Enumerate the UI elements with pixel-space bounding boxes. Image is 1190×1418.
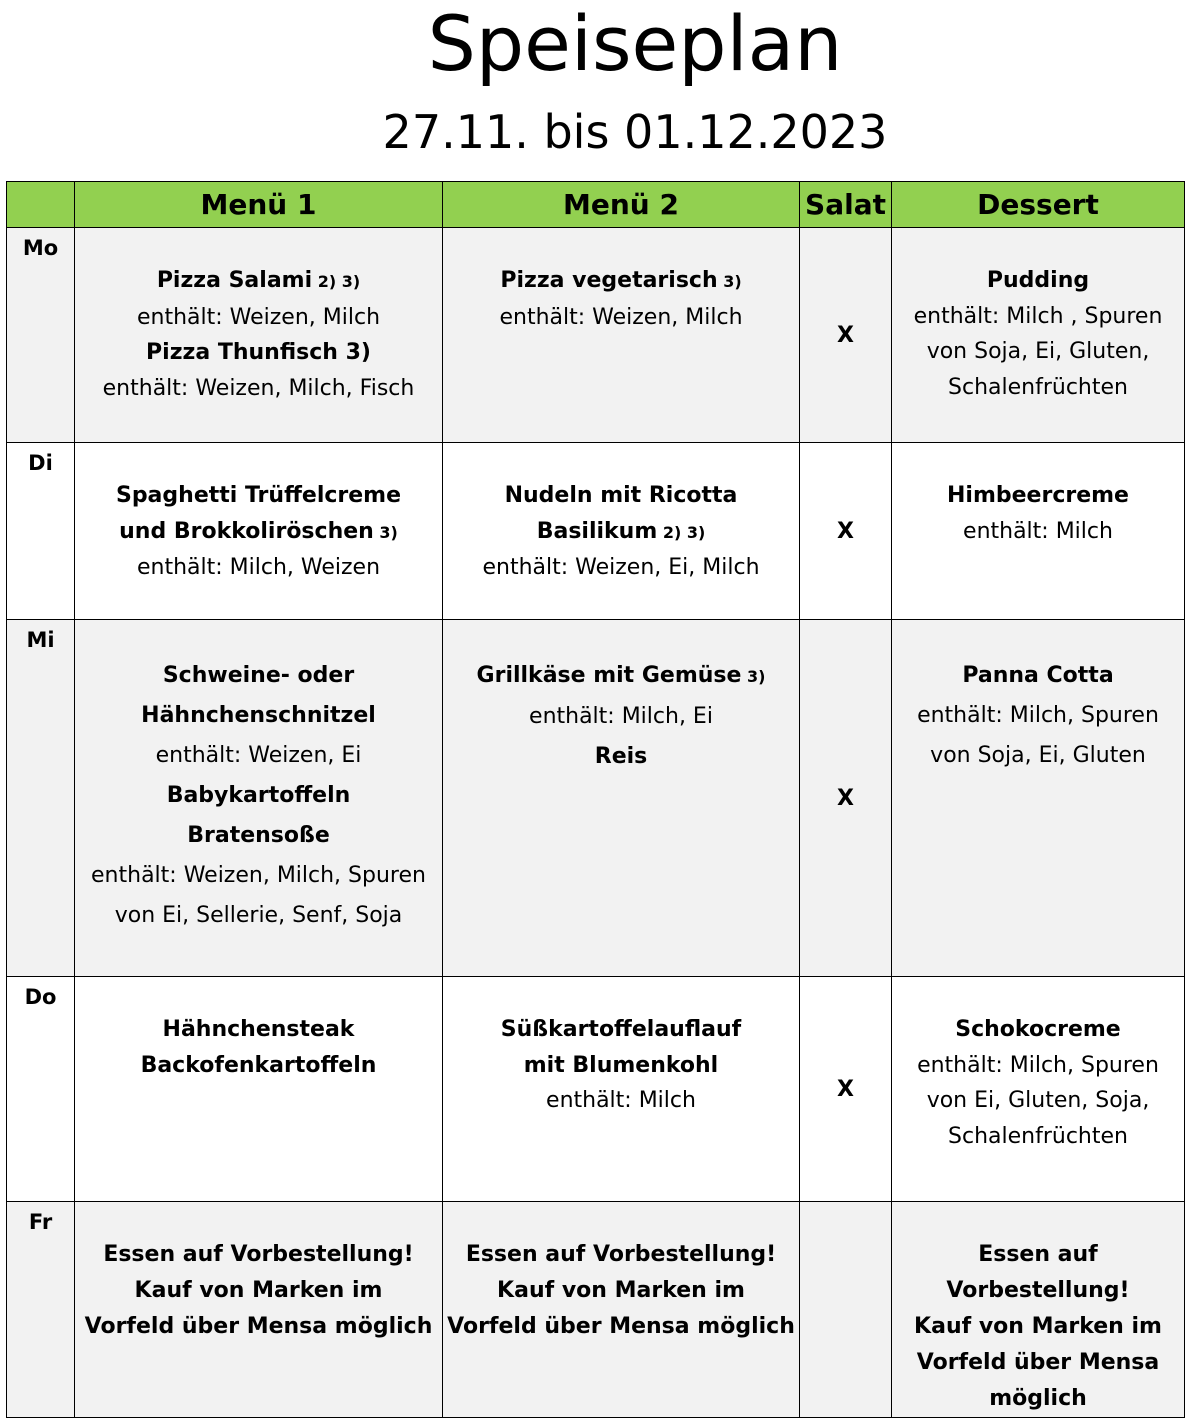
cell-line (443, 1237, 799, 1273)
dessert-cell (892, 443, 1185, 620)
page-title: Speiseplan (427, 0, 843, 88)
day-label: Fr (7, 1202, 75, 1418)
allergen-info: enthält: Weizen, Ei (155, 743, 362, 768)
allergen-info: Schalenfrüchten (948, 1123, 1128, 1149)
salat-cell: X (800, 443, 892, 620)
cell-line (892, 736, 1184, 776)
cell-line (892, 1083, 1184, 1119)
additive-note: 3) (373, 522, 398, 542)
dish-name: Süßkartoffelauflauf (500, 1017, 742, 1042)
cell-line (75, 1048, 442, 1084)
allergen-info: enthält: Weizen, Milch (499, 304, 743, 330)
additive-note: 3) (717, 272, 742, 291)
dish-name: Pudding (986, 268, 1090, 293)
cell-line (892, 334, 1184, 370)
day-row (7, 1202, 1185, 1418)
menu1-cell (75, 620, 443, 977)
dish-name: Vorfeld über Mensa (916, 1350, 1160, 1375)
cell-line (75, 856, 442, 896)
header-day (7, 182, 75, 228)
day-row (7, 443, 1185, 620)
cell-line (75, 300, 442, 336)
day-row (7, 228, 1185, 443)
cell-line (75, 478, 442, 514)
cell-line (892, 514, 1184, 550)
dish-name: möglich (989, 1386, 1087, 1411)
cell-line (75, 736, 442, 776)
dish-name: Pizza Thunfisch 3) (146, 340, 371, 365)
dish-name: Basilikum (536, 518, 658, 544)
cell-line (443, 1012, 799, 1048)
header-menu1: Menü 1 (75, 182, 443, 228)
cell-line (443, 1273, 799, 1309)
dish-name: Kauf von Marken im (134, 1278, 383, 1303)
dish-name: und Brokkoliröschen (119, 518, 374, 544)
cell-line (443, 1083, 799, 1119)
cell-line (892, 1119, 1184, 1155)
menu1-cell (75, 977, 443, 1202)
dish-name: Schweine- oder (162, 663, 355, 688)
cell-line (75, 816, 442, 856)
dish-name: Spaghetti Trüffelcreme (115, 483, 402, 508)
dish-name: Himbeercreme (947, 483, 1129, 508)
cell-line (892, 656, 1184, 696)
cell-line (443, 300, 799, 336)
cell-line (75, 514, 442, 551)
dish-name: Schokocreme (955, 1017, 1121, 1042)
dessert-cell (892, 977, 1185, 1202)
dish-name: Essen auf Vorbestellung! (946, 1242, 1130, 1303)
allergen-info: enthält: Milch (963, 518, 1113, 544)
cell-line (892, 478, 1184, 514)
dish-name: Pizza vegetarisch (500, 268, 718, 293)
dish-name: Panna Cotta (962, 663, 1114, 688)
cell-line (75, 1309, 442, 1345)
dish-name: Backofenkartoffeln (140, 1052, 377, 1078)
cell-line (892, 299, 1184, 335)
salat-cell: X (800, 977, 892, 1202)
cell-line (892, 696, 1184, 736)
dish-name: Vorfeld über Mensa möglich (447, 1314, 795, 1339)
dish-name: Babykartoffeln (166, 783, 351, 808)
day-label: Mi (7, 620, 75, 977)
dish-name: Hähnchensteak (162, 1017, 355, 1042)
dessert-cell (892, 620, 1185, 977)
cell-line (75, 263, 442, 300)
menu1-cell (75, 1202, 443, 1418)
dish-name: Bratensoße (187, 823, 330, 848)
cell-line (75, 776, 442, 816)
allergen-info: enthält: Weizen, Ei, Milch (482, 555, 760, 580)
dish-name: Kauf von Marken im (914, 1314, 1162, 1339)
dish-name: mit Blumenkohl (523, 1052, 719, 1078)
allergen-info: Schalenfrüchten (948, 374, 1128, 400)
allergen-info: von Soja, Ei, Gluten (930, 743, 1146, 768)
dish-name: Reis (594, 744, 648, 769)
cell-line (892, 1012, 1184, 1048)
menu2-cell (443, 1202, 800, 1418)
allergen-info: enthält: Milch, Spuren (917, 703, 1159, 728)
menu-table (6, 181, 1185, 1418)
cell-line (75, 550, 442, 586)
cell-line (75, 335, 442, 371)
allergen-info: von Soja, Ei, Gluten, (926, 339, 1150, 364)
cell-line (892, 1345, 1184, 1381)
day-row (7, 620, 1185, 977)
header-row (7, 182, 1185, 228)
header-dessert: Dessert (892, 182, 1185, 228)
additive-note: 2) 3) (312, 272, 361, 291)
cell-line (75, 696, 442, 736)
allergen-info: enthält: Milch, Ei (529, 704, 713, 729)
dish-name: Essen auf Vorbestellung! (465, 1242, 777, 1267)
salat-cell (800, 1202, 892, 1418)
menu1-cell (75, 443, 443, 620)
day-row (7, 977, 1185, 1202)
dish-name: Vorfeld über Mensa möglich (84, 1314, 433, 1339)
cell-line (443, 737, 799, 777)
cell-line (443, 697, 799, 737)
cell-line (443, 478, 799, 514)
allergen-info: enthält: Weizen, Milch, Spuren (91, 863, 426, 888)
allergen-info: enthält: Milch , Spuren (913, 303, 1163, 329)
menu1-cell (75, 228, 443, 443)
allergen-info: von Ei, Sellerie, Senf, Soja (114, 903, 403, 928)
menu2-cell (443, 977, 800, 1202)
allergen-info: enthält: Weizen, Milch, Fisch (102, 375, 415, 401)
header-salat: Salat (800, 182, 892, 228)
cell-line (892, 370, 1184, 406)
day-label: Di (7, 443, 75, 620)
date-range: 27.11. bis 01.12.2023 (382, 105, 888, 159)
cell-line (75, 1012, 442, 1048)
cell-line (443, 1048, 799, 1084)
dish-name: Nudeln mit Ricotta (504, 483, 738, 508)
cell-line (892, 263, 1184, 299)
dish-name: Kauf von Marken im (497, 1278, 745, 1303)
cell-line (75, 1237, 442, 1273)
additive-note: 3) (741, 667, 766, 686)
dish-name: Hähnchenschnitzel (141, 703, 376, 728)
salat-cell: X (800, 620, 892, 977)
cell-line (892, 1381, 1184, 1417)
day-label: Mo (7, 228, 75, 443)
cell-line (75, 371, 442, 407)
allergen-info: von Ei, Gluten, Soja, (926, 1088, 1150, 1113)
day-label: Do (7, 977, 75, 1202)
cell-line (443, 1309, 799, 1345)
cell-line (443, 550, 799, 586)
dish-name: Essen auf Vorbestellung! (103, 1242, 414, 1267)
cell-line (892, 1048, 1184, 1084)
menu2-cell (443, 443, 800, 620)
allergen-info: enthält: Milch, Spuren (917, 1052, 1159, 1078)
dessert-cell (892, 1202, 1185, 1418)
allergen-info: enthält: Milch (546, 1088, 696, 1113)
header-menu2: Menü 2 (443, 182, 800, 228)
menu2-cell (443, 228, 800, 443)
additive-note: 2) 3) (657, 522, 706, 542)
cell-line (75, 896, 442, 936)
cell-line (443, 263, 799, 300)
cell-line (892, 1237, 1184, 1309)
allergen-info: enthält: Milch, Weizen (136, 555, 381, 580)
cell-line (443, 514, 799, 551)
salat-cell: X (800, 228, 892, 443)
dessert-cell (892, 228, 1185, 443)
dish-name: Grillkäse mit Gemüse (476, 663, 742, 688)
cell-line (75, 656, 442, 696)
dish-name: Pizza Salami (156, 268, 313, 293)
cell-line (75, 1273, 442, 1309)
menu2-cell (443, 620, 800, 977)
allergen-info: enthält: Weizen, Milch (136, 304, 381, 330)
cell-line (892, 1309, 1184, 1345)
cell-line (443, 656, 799, 697)
